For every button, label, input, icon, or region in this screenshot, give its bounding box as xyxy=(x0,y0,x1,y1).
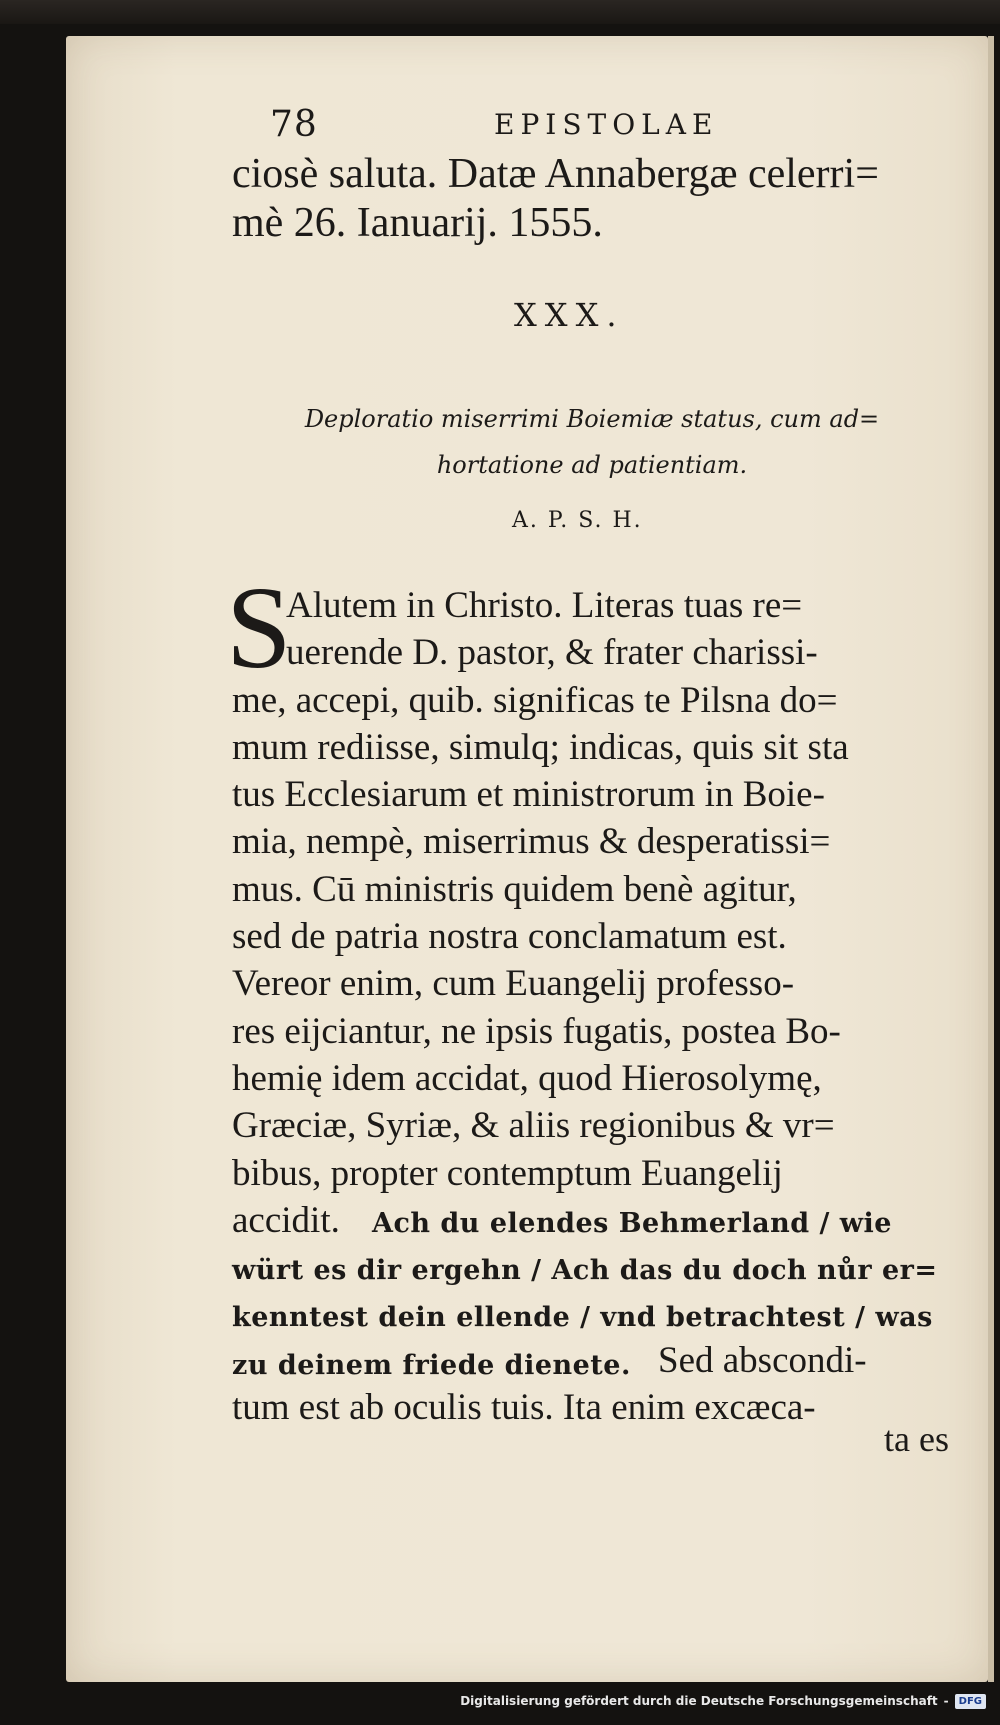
body-line: bibus, propter contemptum Euangelij xyxy=(232,1152,783,1194)
carry-line: mè 26. Ianuarij. 1555. xyxy=(232,200,603,246)
carry-over-text xyxy=(232,150,952,248)
body-line: me, accepi, quib. significas te Pilsna do= xyxy=(232,679,838,721)
page-edge xyxy=(988,36,994,1682)
body-line: Græciæ, Syriæ, & aliis regionibus & vr= xyxy=(232,1105,835,1147)
page-number: 78 xyxy=(270,104,318,145)
body-line: accidit. xyxy=(232,1199,340,1241)
body-line: mum rediisse, simulq; indicas, quis sit sta xyxy=(232,726,849,768)
body-line: sed de patria nostra conclamatum est. xyxy=(232,916,787,958)
german-line: würt es dir ergehn / Ach das du doch nůr er= xyxy=(232,1255,938,1286)
credit-text: Digitalisierung gefördert durch die Deutsche Forschungsgemeinschaft xyxy=(460,1694,938,1708)
body-text xyxy=(232,677,952,1245)
body-line: tus Ecclesiarum et ministrorum in Boie- xyxy=(232,774,825,816)
body-line: res eijciantur, ne ipsis fugatis, postea Bo- xyxy=(232,1010,841,1052)
page-header xyxy=(232,104,952,154)
letter-number: XXX. xyxy=(514,296,625,334)
footer-credit xyxy=(460,1691,986,1711)
body-line: Vereor enim, cum Euangelij professo- xyxy=(232,963,795,1005)
summary-line: hortatione ad patientiam. xyxy=(436,451,748,479)
letter-summary xyxy=(262,396,922,488)
closing-line: tum est ab oculis tuis. Ita enim excæca- xyxy=(232,1387,816,1428)
carry-line: ciosè saluta. Datæ Annabergæ celerri= xyxy=(232,151,879,197)
body-line: mia, nempè, miserrimus & desperatissi= xyxy=(232,821,831,863)
drop-cap: S xyxy=(226,562,292,693)
body-first-lines xyxy=(286,582,946,677)
scan-background xyxy=(0,0,1000,24)
body-line: hemię idem accidat, quod Hierosolymę, xyxy=(232,1057,822,1099)
german-line: zu deinem friede dienete. xyxy=(232,1349,631,1381)
credit-separator: - xyxy=(943,1694,949,1708)
running-head: EPISTOLAE xyxy=(494,108,719,141)
salutation: A. P. S. H. xyxy=(512,508,643,533)
dfg-logo: DFG xyxy=(955,1694,986,1709)
body-line: Alutem in Christo. Literas tuas re= xyxy=(286,585,803,626)
summary-line: Deploratio miserrimi Boiemiæ status, cum ad= xyxy=(304,405,880,433)
german-line: kenntest dein ellende / vnd betrachtest / was xyxy=(232,1302,933,1334)
body-line: uerende D. pastor, & frater charissi- xyxy=(286,632,818,674)
german-text-first: Ach du elendes Behmerland / wie xyxy=(372,1208,892,1239)
catchword: ta es xyxy=(884,1419,949,1459)
closing-line-start: Sed abscondi- xyxy=(658,1340,867,1381)
body-line: mus. Cū ministris quidem benè agitur, xyxy=(232,868,797,910)
